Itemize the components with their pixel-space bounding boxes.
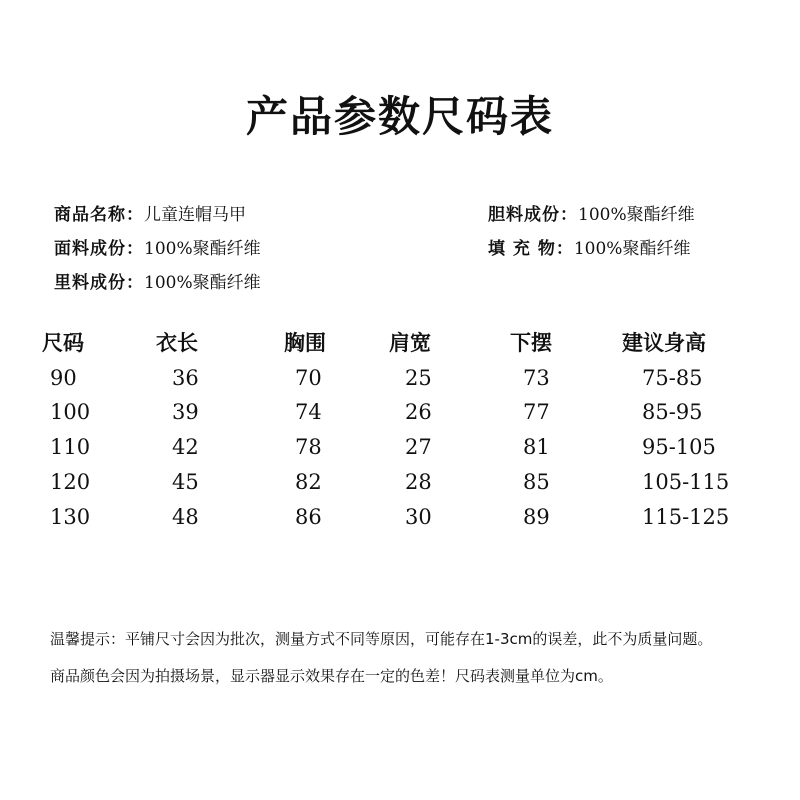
- info-bladder: [488, 200, 695, 225]
- table-cell: 42: [172, 435, 199, 459]
- table-cell: 73: [523, 366, 550, 390]
- info-label: 面料成份：: [54, 239, 144, 259]
- table-cell: 95-105: [642, 435, 716, 459]
- table-cell: 30: [405, 505, 432, 529]
- table-cell: 77: [523, 400, 550, 424]
- table-cell: 25: [405, 366, 432, 390]
- info-value: 100%聚酯纤维: [578, 205, 695, 225]
- info-label: 商品名称：: [54, 205, 144, 225]
- info-filling: [488, 234, 690, 259]
- table-cell: 89: [523, 505, 550, 529]
- note-color: 商品颜色会因为拍摄场景，显示器显示效果存在一定的色差！尺码表测量单位为cm。: [50, 667, 613, 685]
- info-product-name: [54, 200, 246, 225]
- info-label: 里料成份：: [54, 273, 144, 293]
- table-cell: 27: [405, 435, 432, 459]
- table-cell: 85: [523, 470, 550, 494]
- table-cell: 86: [295, 505, 322, 529]
- table-cell: 74: [295, 400, 322, 424]
- header-hem: 下摆: [510, 331, 552, 355]
- info-fabric: [54, 234, 261, 259]
- info-value: 100%聚酯纤维: [144, 239, 261, 259]
- table-cell: 70: [295, 366, 322, 390]
- table-cell: 28: [405, 470, 432, 494]
- table-cell: 48: [172, 505, 199, 529]
- info-value: 100%聚酯纤维: [144, 273, 261, 293]
- table-cell: 90: [50, 366, 77, 390]
- table-cell: 78: [295, 435, 322, 459]
- table-cell: 100: [50, 400, 91, 424]
- table-cell: 39: [172, 400, 199, 424]
- table-cell: 115-125: [642, 505, 730, 529]
- info-lining: [54, 268, 261, 293]
- header-size: 尺码: [42, 331, 84, 355]
- header-chest: 胸围: [284, 331, 326, 355]
- table-cell: 81: [523, 435, 550, 459]
- table-cell: 85-95: [642, 400, 703, 424]
- table-cell: 105-115: [642, 470, 730, 494]
- table-cell: 75-85: [642, 366, 703, 390]
- page-title: 产品参数尺码表: [245, 92, 554, 141]
- table-cell: 45: [172, 470, 199, 494]
- table-cell: 110: [50, 435, 91, 459]
- header-shoulder: 肩宽: [389, 331, 431, 355]
- table-cell: 130: [50, 505, 91, 529]
- header-length: 衣长: [156, 331, 198, 355]
- table-cell: 82: [295, 470, 322, 494]
- table-cell: 36: [172, 366, 199, 390]
- info-label: 胆料成份：: [488, 205, 578, 225]
- note-measurement: 温馨提示：平铺尺寸会因为批次，测量方式不同等原因，可能存在1-3cm的误差，此不为质量问题。: [50, 630, 713, 648]
- info-value: 儿童连帽马甲: [144, 205, 246, 225]
- header-height: 建议身高: [622, 331, 706, 355]
- table-cell: 26: [405, 400, 432, 424]
- table-cell: 120: [50, 470, 91, 494]
- info-label: 填 充 物：: [488, 239, 574, 259]
- info-value: 100%聚酯纤维: [573, 239, 691, 259]
